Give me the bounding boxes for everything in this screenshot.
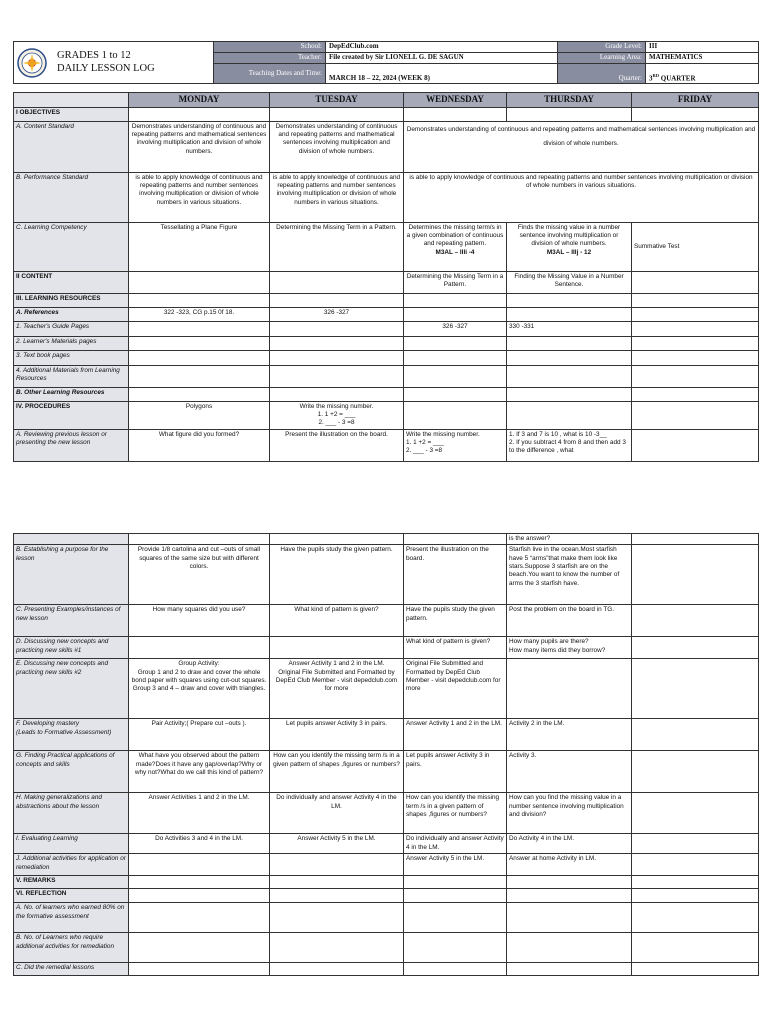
row-label: F. Developing mastery (Leads to Formative Assessment) <box>14 719 129 751</box>
dates-label: Teaching Dates and Time: <box>214 64 326 84</box>
row-label: B. Establishing a purpose for the lesson <box>14 545 129 605</box>
row-label: C. Did the remedial lessons <box>14 963 129 976</box>
title-line-2: DAILY LESSON LOG <box>57 62 155 74</box>
title-line-1: GRADES 1 to 12 <box>57 49 131 61</box>
cell-text: Answer Activity 1 and 2 in the LM. <box>404 719 507 751</box>
cell-text: Have the pupils study the given pattern. <box>404 605 507 637</box>
section-resources: III. LEARNING RESOURCES <box>14 293 129 307</box>
row-label: B. No. of Learners who require additional activities for remediation <box>14 933 129 963</box>
row-label: J. Additional activities for application or remediation <box>14 854 129 876</box>
cell-text: Do individually and answer Activity 4 in the LM. <box>270 793 404 834</box>
section-remarks: V. REMARKS <box>14 876 129 889</box>
cell-text: Pair Activity;( Prepare cut –outs ). <box>129 719 270 751</box>
cell-text: Activity 2 in the LM. <box>507 719 632 751</box>
row-label: C. Presenting Examples/instances of new lesson <box>14 605 129 637</box>
cell-text: 1. If 3 and 7 is 10 , what is 10 -3__ 2. If you subtract 4 from 8 and then add 3 to the difference , what <box>507 429 632 461</box>
cell-text: Post the problem on the board in TG. <box>507 605 632 637</box>
cell-text: Present the illustration on the board. <box>404 545 507 605</box>
cell-text: is the answer? <box>507 534 632 545</box>
row-label: G. Finding Practical applications of concepts and skills <box>14 751 129 793</box>
header-title-cell <box>14 42 214 84</box>
cell-text: Write the missing number. 1. 1 +2 = ___ 2. ___ - 3 =8 <box>270 401 404 429</box>
day-friday: FRIDAY <box>632 93 759 108</box>
cell-text: 330 -331 <box>507 321 632 336</box>
cell-text: is able to apply knowledge of continuous and repeating patterns and number sentences involving multiplication or division of whole numbers in various situations. <box>270 172 404 222</box>
school-label: School: <box>214 42 326 53</box>
cell-text: is able to apply knowledge of continuous and repeating patterns and number sentences involving multiplication or division of whole numbers in various situations. <box>404 172 759 222</box>
lesson-table-page-1 <box>13 92 759 462</box>
cell-text: What kind of pattern is given? <box>270 605 404 637</box>
area-label: Learning Area: <box>558 53 646 64</box>
row-label: I. Evaluating Learning <box>14 834 129 854</box>
quarter-label: Quarter: <box>558 64 646 84</box>
deped-seal-icon <box>17 48 47 78</box>
area-value: MATHEMATICS <box>646 53 759 64</box>
row-label: A. Content Standard <box>14 121 129 172</box>
cell-text: What have you observed about the pattern made?Does it have any gap/overlap?Why or why not?What do we call this kind of pattern? <box>129 751 270 793</box>
row-label: B. Performance Standard <box>14 172 129 222</box>
day-monday: MONDAY <box>129 93 270 108</box>
row-label: 4. Additional Materials from Learning Resources <box>14 365 129 387</box>
section-content: II CONTENT <box>14 271 129 293</box>
cell-text: 326 -327 <box>270 307 404 321</box>
row-label: D. Discussing new concepts and practicing new skills #1 <box>14 637 129 659</box>
day-tuesday: TUESDAY <box>270 93 404 108</box>
cell-text: 326 -327 <box>404 321 507 336</box>
cell-text: How many pupils are there? How many items did they borrow? <box>507 637 632 659</box>
row-label: 2. Learner's Materials pages <box>14 336 129 350</box>
section-objectives: I OBJECTIVES <box>14 107 129 121</box>
row-label: E. Discussing new concepts and practicing new skills #2 <box>14 659 129 719</box>
section-procedures: IV. PROCEDURES <box>14 401 129 429</box>
cell-text: Determining the Missing Term in a Pattern. <box>404 271 507 293</box>
cell-text: What figure did you formed? <box>129 429 270 461</box>
cell-text: Do individually and answer Activity 4 in the LM. <box>404 834 507 854</box>
cell-text: Finds the missing value in a number sentence involving multiplication or division of whole numbers. M3AL – IIIj - 12 <box>507 222 632 271</box>
cell-text: Answer Activity 5 in the LM. <box>270 834 404 854</box>
cell-text: Answer Activities 1 and 2 in the LM. <box>129 793 270 834</box>
school-value: DepEdClub.com <box>326 42 558 53</box>
row-label: 1. Teacher's Guide Pages <box>14 321 129 336</box>
quarter-value: 3RD QUARTER <box>646 64 759 84</box>
teacher-label: Teacher: <box>214 53 326 64</box>
cell-text: 322 -323, CG p.15 0f 18. <box>129 307 270 321</box>
cell-text: Provide 1/8 cartolina and cut –outs of small squares of the same size but with different colors. <box>129 545 270 605</box>
cell-text: Polygons <box>129 401 270 429</box>
lesson-log-page-2 <box>13 533 758 976</box>
section-reflection: VI. REFLECTION <box>14 889 129 903</box>
row-label: A. No. of learners who earned 80% on the formative assessment <box>14 903 129 933</box>
cell-text: Demonstrates understanding of continuous and repeating patterns and mathematical sentences involving multiplication and division of whole numbers. <box>404 121 759 172</box>
cell-text: Original File Submitted and Formatted by DepEd Club Member - visit depedclub.com for more <box>404 659 507 719</box>
row-label: C. Learning Competency <box>14 222 129 271</box>
cell-text: How can you find the missing value in a number sentence involving multiplication and division? <box>507 793 632 834</box>
lesson-table-page-2 <box>13 533 759 976</box>
cell-text: Activity 3. <box>507 751 632 793</box>
dates-value: MARCH 18 – 22, 2024 (WEEK 8) <box>326 64 558 84</box>
grade-value: III <box>646 42 759 53</box>
grade-label: Grade Level: <box>558 42 646 53</box>
cell-text: Tessellating a Plane Figure <box>129 222 270 271</box>
cell-text: Summative Test <box>632 222 759 271</box>
row-label: 3. Text book pages <box>14 350 129 365</box>
row-label: A. Reviewing previous lesson or presenting the new lesson <box>14 429 129 461</box>
cell-text: Let pupils answer Activity 3 in pairs. <box>404 751 507 793</box>
cell-text: Determining the Missing Term in a Pattern. <box>270 222 404 271</box>
cell-text: Present the illustration on the board. <box>270 429 404 461</box>
day-thursday: THURSDAY <box>507 93 632 108</box>
cell-text: Do Activity 4 in the LM. <box>507 834 632 854</box>
cell-text: Answer at home Activity in LM. <box>507 854 632 876</box>
cell-text: Let pupils answer Activity 3 in pairs. <box>270 719 404 751</box>
header-table <box>13 41 759 84</box>
cell-text: How can you identify the missing term /s in a given pattern of shapes ,figures or numbers? <box>404 793 507 834</box>
cell-text: How many squares did you use? <box>129 605 270 637</box>
row-label: B. Other Learning Resources <box>14 387 129 401</box>
cell-text: Demonstrates understanding of continuous and repeating patterns and mathematical sentences involving multiplication and division of whole numbers. <box>270 121 404 172</box>
cell-text: Starfish live in the ocean.Most starfish have 5 “arms”that make them look like stars.Suppose 3 starfish are on the beach.You want to know the number of arms the 3 starfish have. <box>507 545 632 605</box>
lesson-log-page-1 <box>13 41 758 462</box>
teacher-value: File created by Sir LIONELL G. DE SAGUN <box>326 53 558 64</box>
day-wednesday: WEDNESDAY <box>404 93 507 108</box>
row-label: H. Making generalizations and abstractions about the lesson <box>14 793 129 834</box>
cell-text: Finding the Missing Value in a Number Sentence. <box>507 271 632 293</box>
cell-text: How can you identify the missing term /s in a given pattern of shapes ,figures or numbers? <box>270 751 404 793</box>
cell-text: Write the missing number. 1. 1 +2 = ___ 2. ___ - 3 =8 <box>404 429 507 461</box>
row-label: A. References <box>14 307 129 321</box>
cell-text: Have the pupils study the given pattern. <box>270 545 404 605</box>
cell-text: is able to apply knowledge of continuous and repeating patterns and number sentences involving multiplication or division of whole numbers in various situations. <box>129 172 270 222</box>
cell-text: Determines the missing term/s in a given combination of continuous and repeating pattern. M3AL – IIIi -4 <box>404 222 507 271</box>
cell-text: Do Activities 3 and 4 in the LM. <box>129 834 270 854</box>
cell-text: Answer Activity 1 and 2 in the LM. Original File Submitted and Formatted by DepEd Club Member - visit depedclub.com for more <box>270 659 404 719</box>
cell-text: Group Activity: Group 1 and 2 to draw and cover the whole bond paper with squares using cut-out squares. Group 3 and 4 – draw and cover with triangles. <box>129 659 270 719</box>
cell-text: What kind of pattern is given? <box>404 637 507 659</box>
cell-text: Answer Activity 5 in the LM. <box>404 854 507 876</box>
cell-text: Demonstrates understanding of continuous and repeating patterns and mathematical sentences involving multiplication and division of whole numbers. <box>129 121 270 172</box>
